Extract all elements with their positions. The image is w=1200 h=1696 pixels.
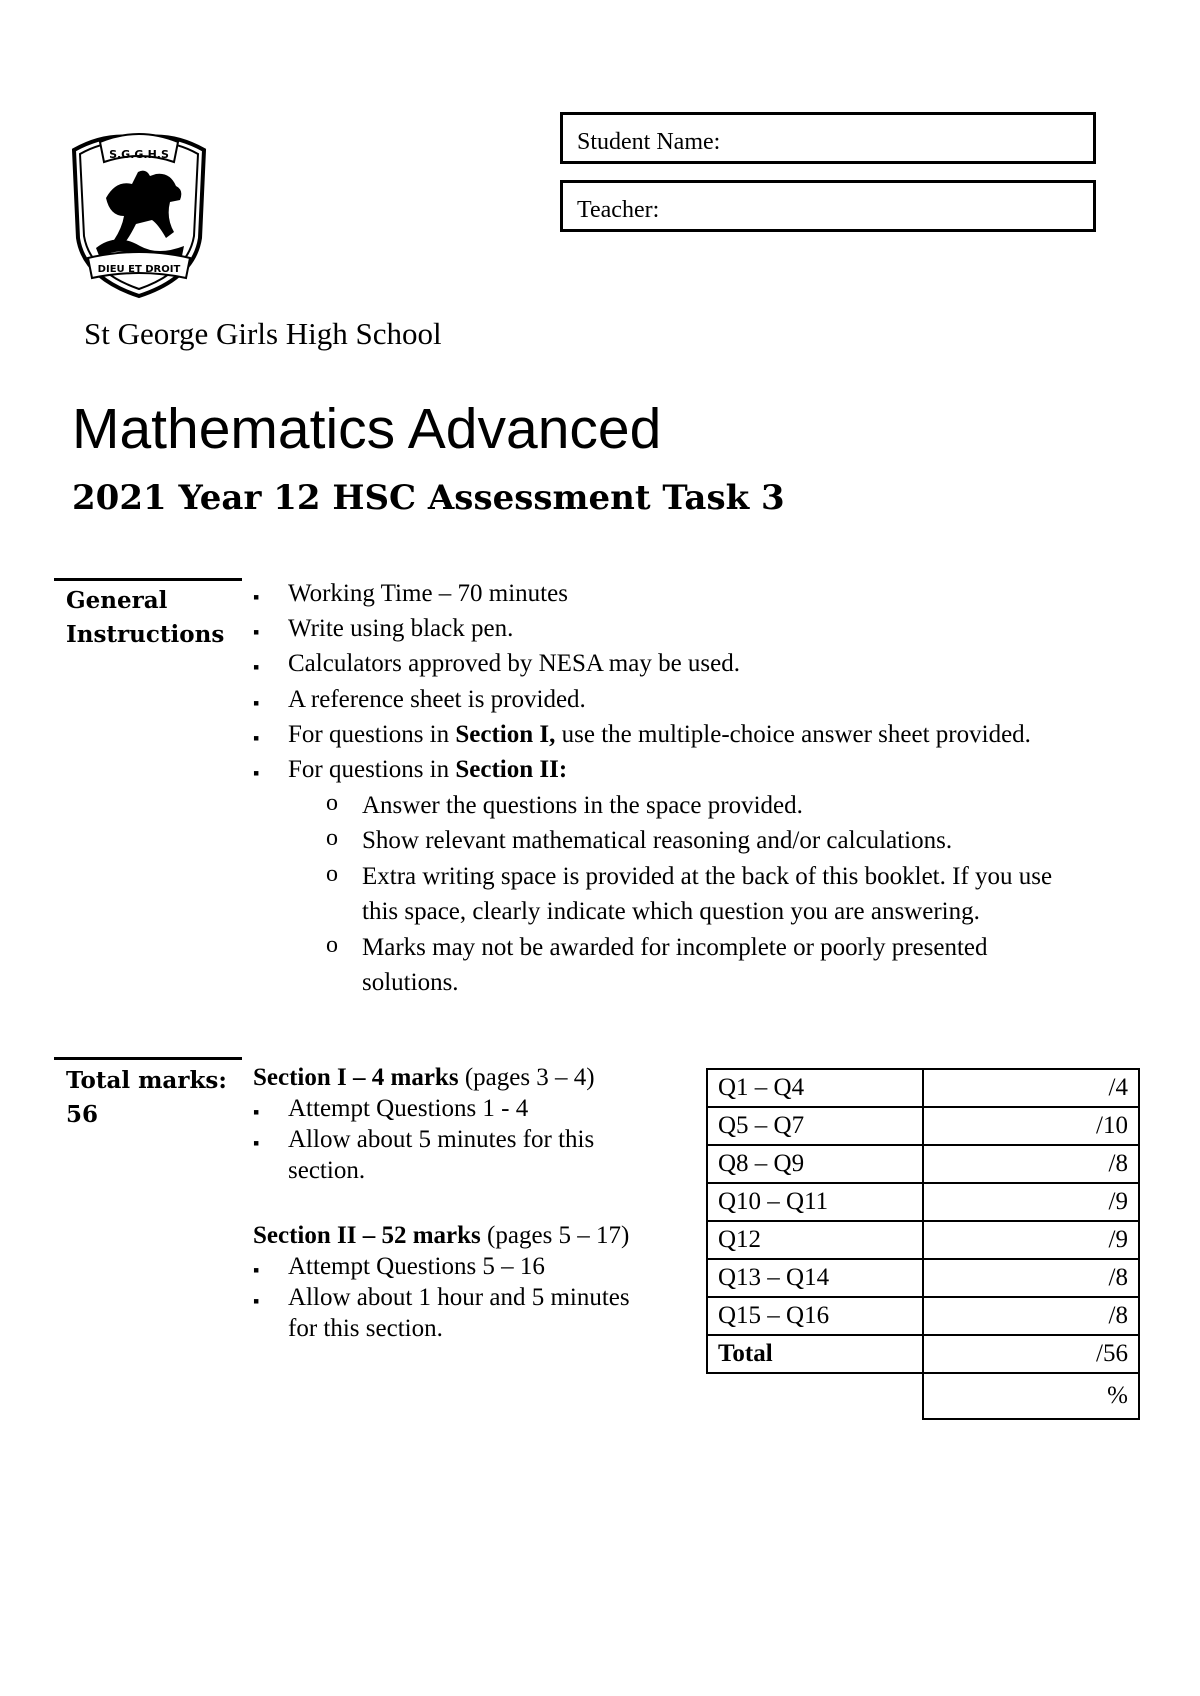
section-2-heading: Section II – 52 marks (pages 5 – 17) xyxy=(253,1222,630,1249)
instruction-subitem: Extra writing space is provided at the back of this booklet. If you use xyxy=(362,863,1053,890)
section-2-item: for this section. xyxy=(288,1315,443,1342)
empty-cell xyxy=(707,1373,923,1419)
subject-title: Mathematics Advanced xyxy=(72,397,662,461)
task-title: 2021 Year 12 HSC Assessment Task 3 xyxy=(72,478,785,518)
marks-cell: /8 xyxy=(923,1259,1139,1297)
sections-summary: Section I – 4 marks (pages 3 – 4) ▪ Attempt Questions 1 - 4 ▪ Allow about 5 minutes for this section. Section II – 52 marks (pages 5 – 17) ▪ Attempt Questions 5 – 16 ▪ Allow about 1 hour and 5 minutes for this section. xyxy=(253,1064,630,1342)
section-2-item: Attempt Questions 5 – 16 xyxy=(288,1253,545,1280)
school-name: St George Girls High School xyxy=(84,316,442,351)
section-divider xyxy=(54,1057,242,1060)
teacher-label: Teacher: xyxy=(577,197,660,223)
instruction-subitem: Marks may not be awarded for incomplete or poorly presented xyxy=(362,934,988,961)
instruction-item: A reference sheet is provided. xyxy=(288,686,586,713)
instruction-item: Working Time – 70 minutes xyxy=(288,580,568,607)
instruction-subitem: Answer the questions in the space provided. xyxy=(362,792,803,819)
question-range: Q5 – Q7 xyxy=(707,1107,923,1145)
crest-motto-bottom: DIEU ET DROIT xyxy=(97,264,181,275)
marks-table xyxy=(706,1068,1140,1420)
percent-cell: % xyxy=(923,1373,1139,1419)
table-row xyxy=(707,1145,1139,1183)
marks-cell: /4 xyxy=(923,1069,1139,1107)
marks-cell: /8 xyxy=(923,1145,1139,1183)
question-range: Q12 xyxy=(707,1221,923,1259)
instruction-item: Write using black pen. xyxy=(288,615,514,642)
total-row xyxy=(707,1335,1139,1373)
table-row xyxy=(707,1107,1139,1145)
table-row xyxy=(707,1297,1139,1335)
total-marks-label: Total marks: 56 xyxy=(66,1064,227,1132)
instruction-subitem: Show relevant mathematical reasoning and/or calculations. xyxy=(362,827,953,854)
instruction-item: For questions in Section I, use the multiple-choice answer sheet provided. xyxy=(288,721,1031,748)
total-marks-value: 56 xyxy=(66,1101,99,1128)
section-1-item: Allow about 5 minutes for this xyxy=(288,1126,595,1153)
total-marks-cell: /56 xyxy=(923,1335,1139,1373)
marks-cell: /9 xyxy=(923,1221,1139,1259)
question-range: Q8 – Q9 xyxy=(707,1145,923,1183)
section-1-heading: Section I – 4 marks (pages 3 – 4) xyxy=(253,1064,595,1091)
percent-row xyxy=(707,1373,1139,1419)
section-2-item: Allow about 1 hour and 5 minutes xyxy=(288,1284,630,1311)
question-range: Q15 – Q16 xyxy=(707,1297,923,1335)
marks-cell: /8 xyxy=(923,1297,1139,1335)
instruction-subitem: solutions. xyxy=(362,969,459,996)
total-label: Total xyxy=(707,1335,923,1373)
section-1-item: Attempt Questions 1 - 4 xyxy=(288,1095,529,1122)
crest-motto-top: S.G.G.H.S xyxy=(109,148,169,161)
general-instructions-label: General Instructions xyxy=(66,587,225,648)
question-range: Q13 – Q14 xyxy=(707,1259,923,1297)
marks-cell: /10 xyxy=(923,1107,1139,1145)
general-instructions-list: ▪ Working Time – 70 minutes ▪ Write using black pen. ▪ Calculators approved by NESA may be used. ▪ A reference sheet is provided. ▪ For questions in Section I, use the multiple-choice answer sheet provided. ▪ For questions in Section II: o Answer the questions in the space provided. o Show relevant mathematical reasoning and/or calculations. o Extra writing space is provided at the back of this booklet. If you use this space, clearly indicate which question you are answering. o Marks may not be awarded for incomplete or poorly presented solutions. xyxy=(253,580,1053,996)
student-name-label: Student Name: xyxy=(577,129,721,155)
table-row xyxy=(707,1183,1139,1221)
section-1-item: section. xyxy=(288,1157,366,1184)
table-row xyxy=(707,1221,1139,1259)
question-range: Q10 – Q11 xyxy=(707,1183,923,1221)
table-row xyxy=(707,1259,1139,1297)
marks-cell: /9 xyxy=(923,1183,1139,1221)
instruction-subitem: this space, clearly indicate which question you are answering. xyxy=(362,898,980,925)
table-row xyxy=(707,1069,1139,1107)
instruction-item: Calculators approved by NESA may be used. xyxy=(288,650,740,677)
question-range: Q1 – Q4 xyxy=(707,1069,923,1107)
instruction-item: For questions in Section II: xyxy=(288,756,568,783)
